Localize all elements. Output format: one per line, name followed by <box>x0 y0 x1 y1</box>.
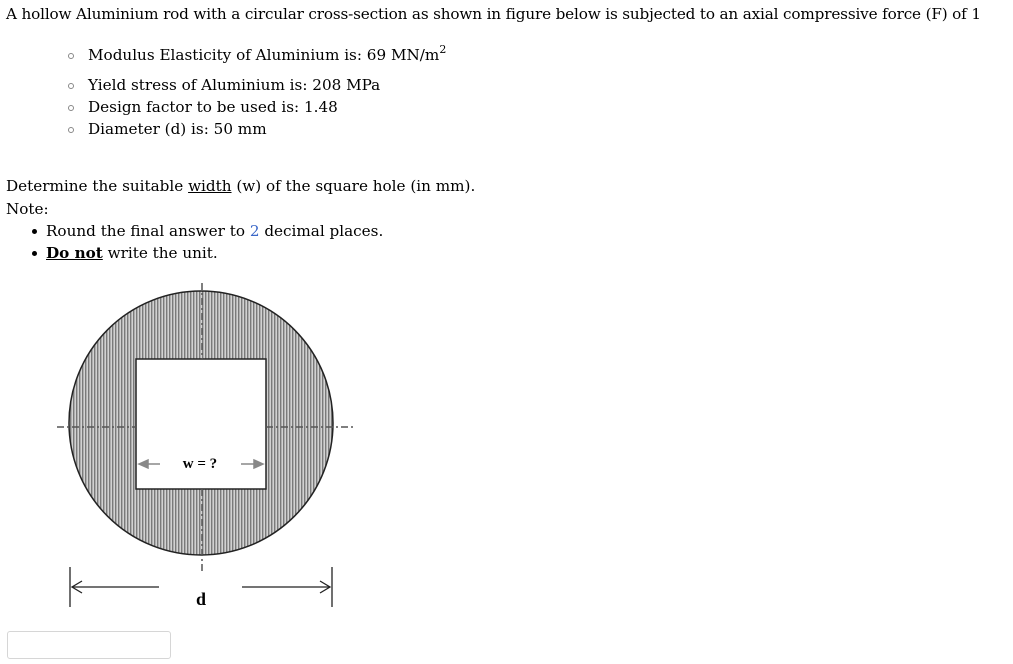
cross-section-figure <box>55 278 355 613</box>
diameter-label: d <box>195 589 207 609</box>
superscript: 2 <box>439 43 447 56</box>
do-not-text: Do not <box>46 244 103 262</box>
modulus-text: Modulus Elasticity of Aluminium is: 69 MN/m <box>88 46 440 64</box>
material-properties-list <box>66 40 446 140</box>
list-item: Yield stress of Aluminium is: 208 MPa <box>66 74 446 96</box>
list-item <box>66 40 446 70</box>
underlined-word: width <box>188 177 232 195</box>
list-item: Round the final answer to 2 decimal places. <box>30 220 383 242</box>
width-label: w = ? <box>182 456 218 472</box>
note-label: Note: <box>6 200 49 218</box>
list-item: Do not write the unit. <box>30 242 383 264</box>
task-statement: Determine the suitable width (w) of the square hole (in mm). <box>6 177 476 195</box>
problem-intro: A hollow Aluminium rod with a circular cross-section as shown in figure below is subjected to an axial compressive force (F) of 1 <box>6 5 981 23</box>
answer-input[interactable] <box>7 631 171 659</box>
decimal-count: 2 <box>249 222 260 240</box>
notes-list <box>30 220 383 264</box>
list-item: Design factor to be used is: 1.48 <box>66 96 446 118</box>
list-item: Diameter (d) is: 50 mm <box>66 118 446 140</box>
